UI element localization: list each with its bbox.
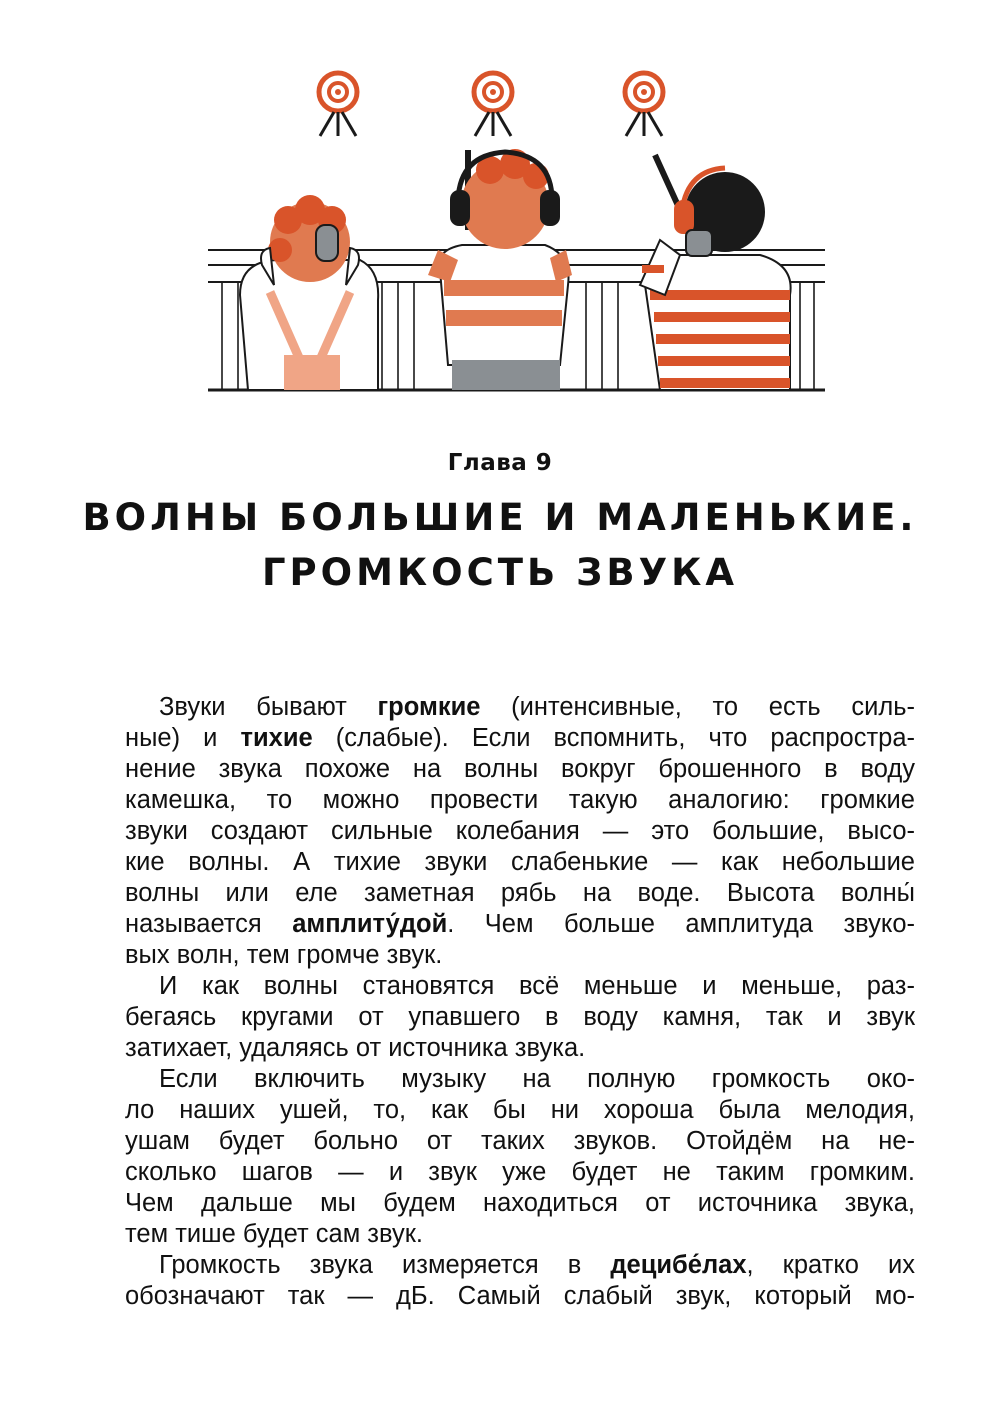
target-icon (625, 73, 663, 136)
text-line (125, 1281, 915, 1312)
chapter-label: Глава 9 (447, 450, 553, 476)
child-right-icon (640, 155, 791, 390)
chapter-title-line-1: ВОЛНЫ БОЛЬШИЕ И МАЛЕНЬКИЕ. (82, 496, 918, 539)
text-run: Звуки бывают (159, 693, 378, 721)
text-run: . Чем больше амплитуда звуко- (447, 910, 915, 938)
text-line (125, 1033, 915, 1064)
text-run: сколько шагов — и звук уже будет не таким громким. (125, 1158, 915, 1186)
text-line (125, 909, 915, 940)
text-run: камешка, то можно провести такую аналогию: громкие (125, 786, 915, 814)
bold-term: громкие (377, 693, 481, 721)
bold-term: тихие (240, 724, 313, 752)
text-run: (слабые). Если вспомнить, что распростра- (312, 724, 915, 752)
text-run: нение звука похоже на волны вокруг брошенного в воду (125, 755, 915, 783)
text-run: обозначают так — дБ. Самый слабый звук, который мо- (125, 1282, 915, 1310)
chapter-title-line-2: ГРОМКОСТЬ ЗВУКА (261, 551, 739, 594)
text-run: кие волны. А тихие звуки слабенькие — как небольшие (125, 848, 915, 876)
text-run: вых волн, тем громче звук. (125, 941, 443, 969)
child-middle-icon (428, 149, 572, 390)
text-line (125, 971, 915, 1002)
text-run: тем тише будет сам звук. (125, 1220, 423, 1248)
body-text (125, 692, 915, 1312)
text-run: звуки создают сильные колебания — это большие, высо- (125, 817, 915, 845)
text-line (125, 785, 915, 816)
text-run: И как волны становятся всё меньше и меньше, раз- (159, 972, 915, 1000)
text-run: ло наших ушей, то, как бы ни хороша была мелодия, (125, 1096, 915, 1124)
target-icon (319, 73, 357, 136)
text-line (125, 1157, 915, 1188)
text-run: называется (125, 910, 293, 938)
text-line (125, 1188, 915, 1219)
bold-term: децибе́лах (610, 1251, 747, 1279)
text-run: ные) и (125, 724, 241, 752)
text-run: , кратко их (746, 1251, 915, 1279)
text-run: бегаясь кругами от упавшего в воду камня, так и звук (125, 1003, 915, 1031)
chapter-illustration (200, 60, 830, 400)
text-line (125, 1064, 915, 1095)
text-line (125, 847, 915, 878)
chapter-title (0, 490, 1000, 600)
text-line (125, 692, 915, 723)
text-run: Если включить музыку на полную громкость око- (159, 1065, 915, 1093)
text-line (125, 1095, 915, 1126)
child-left-icon (240, 195, 378, 390)
text-line (125, 940, 915, 971)
text-run: (интенсивные, то есть силь- (480, 693, 916, 721)
text-line (125, 816, 915, 847)
text-run: волны или еле заметная рябь на воде. Высота волны́ (125, 879, 915, 907)
text-line (125, 878, 915, 909)
bold-term: амплиту́дой (292, 910, 448, 938)
text-run: Громкость звука измеряется в (159, 1251, 611, 1279)
text-run: затихает, удаляясь от источника звука. (125, 1034, 586, 1062)
text-line (125, 723, 915, 754)
text-line (125, 1002, 915, 1033)
text-line (125, 1126, 915, 1157)
target-icon (474, 73, 512, 136)
text-line (125, 1219, 915, 1250)
text-run: Чем дальше мы будем находиться от источника звука, (125, 1189, 915, 1217)
children-at-shooting-range-icon (200, 60, 830, 400)
text-run: ушам будет больно от таких звуков. Отойдём на не- (125, 1127, 915, 1155)
text-line (125, 1250, 915, 1281)
text-line (125, 754, 915, 785)
